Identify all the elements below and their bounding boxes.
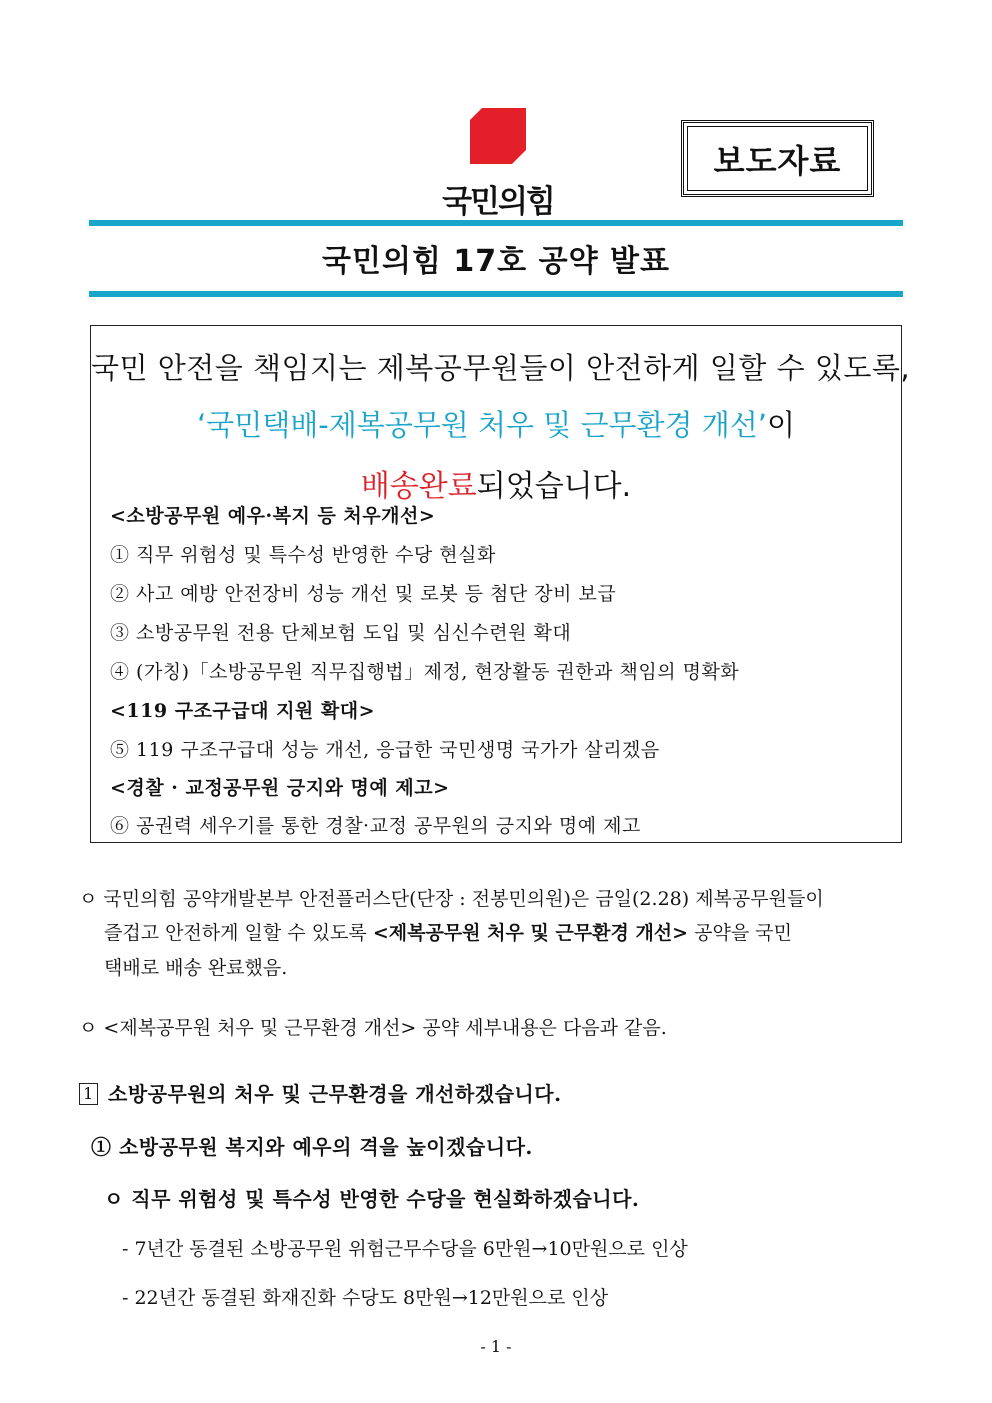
press-release-box — [681, 120, 874, 197]
headline-line-3 — [91, 461, 901, 505]
headline-line-1: 국민 안전을 책임지는 제복공무원들이 안전하게 일할 수 있도록, — [91, 351, 911, 385]
detail-line: - 22년간 동결된 화재진화 수당도 8만원→12만원으로 인상 — [122, 1287, 609, 1309]
section-1-heading — [79, 1078, 562, 1107]
page-number: - 1 - — [480, 1337, 512, 1356]
summary-category: <119 구조구급대 지원 확대> — [110, 700, 376, 722]
summary-box — [90, 325, 911, 843]
summary-item: ⑥ 공권력 세우기를 통한 경찰·교정 공무원의 긍지와 명예 제고 — [110, 815, 641, 837]
party-logo — [430, 108, 566, 220]
title-top-rule — [89, 220, 903, 226]
section-number-box: 1 — [79, 1083, 98, 1105]
press-release-label: 보도자료 — [713, 141, 842, 180]
headline-line-2-tail: 이 — [767, 408, 796, 442]
summary-item: ② 사고 예방 안전장비 성능 개선 및 로봇 등 첨단 장비 보급 — [110, 583, 617, 605]
summary-item: ⑤ 119 구조구급대 성능 개선, 응급한 국민생명 국가가 살리겠음 — [110, 739, 660, 761]
paragraph-1-line-3: 택배로 배송 완료했음. — [104, 957, 288, 979]
detail-line: - 7년간 동결된 소방공무원 위험근무수당을 6만원→10만원으로 인상 — [122, 1238, 688, 1260]
headline-line-2 — [91, 403, 901, 444]
paragraph-1-line-1: ㅇ 국민의힘 공약개발본부 안전플러스단(단장 : 전봉민의원)은 금일(2.28) 제복공무원들이 — [79, 888, 824, 910]
paragraph-1-text-tail: 공약을 국민 — [688, 922, 792, 944]
headline-line-3-tail: 되었습니다. — [476, 469, 632, 504]
paragraph-2: ㅇ <제복공무원 처우 및 근무환경 개선> 공약 세부내용은 다음과 같음. — [79, 1017, 667, 1039]
summary-item: ① 직무 위험성 및 특수성 반영한 수당 현실화 — [110, 544, 496, 566]
section-1-title: 소방공무원의 처우 및 근무환경을 개선하겠습니다. — [108, 1082, 562, 1106]
paragraph-1-line-2 — [104, 918, 792, 945]
summary-item: ④ (가칭)「소방공무원 직무집행법」제정, 현장활동 권한과 책임의 명확화 — [110, 661, 740, 683]
title-bottom-rule — [89, 291, 903, 297]
headline-highlight: ‘국민택배-제복공무원 처우 및 근무환경 개선’ — [196, 408, 767, 442]
logo-mark-icon — [470, 108, 526, 164]
headline-red-text: 배송완료 — [360, 469, 477, 504]
summary-category: <경찰 · 교정공무원 긍지와 명예 제고> — [110, 777, 450, 799]
paragraph-1-emphasis: <제복공무원 처우 및 근무환경 개선> — [372, 922, 689, 944]
bullet-heading: ㅇ 직무 위험성 및 특수성 반영한 수당을 현실화하겠습니다. — [104, 1187, 640, 1211]
summary-category: <소방공무원 예우·복지 등 처우개선> — [110, 505, 436, 527]
logo-text: 국민의힘 — [442, 184, 554, 220]
page-title: 국민의힘 17호 공약 발표 — [322, 244, 670, 279]
paragraph-1-text: 즐겁고 안전하게 일할 수 있도록 — [104, 922, 373, 944]
subsection-1-heading: ① 소방공무원 복지와 예우의 격을 높이겠습니다. — [91, 1135, 533, 1159]
summary-item: ③ 소방공무원 전용 단체보험 도입 및 심신수련원 확대 — [110, 622, 572, 644]
